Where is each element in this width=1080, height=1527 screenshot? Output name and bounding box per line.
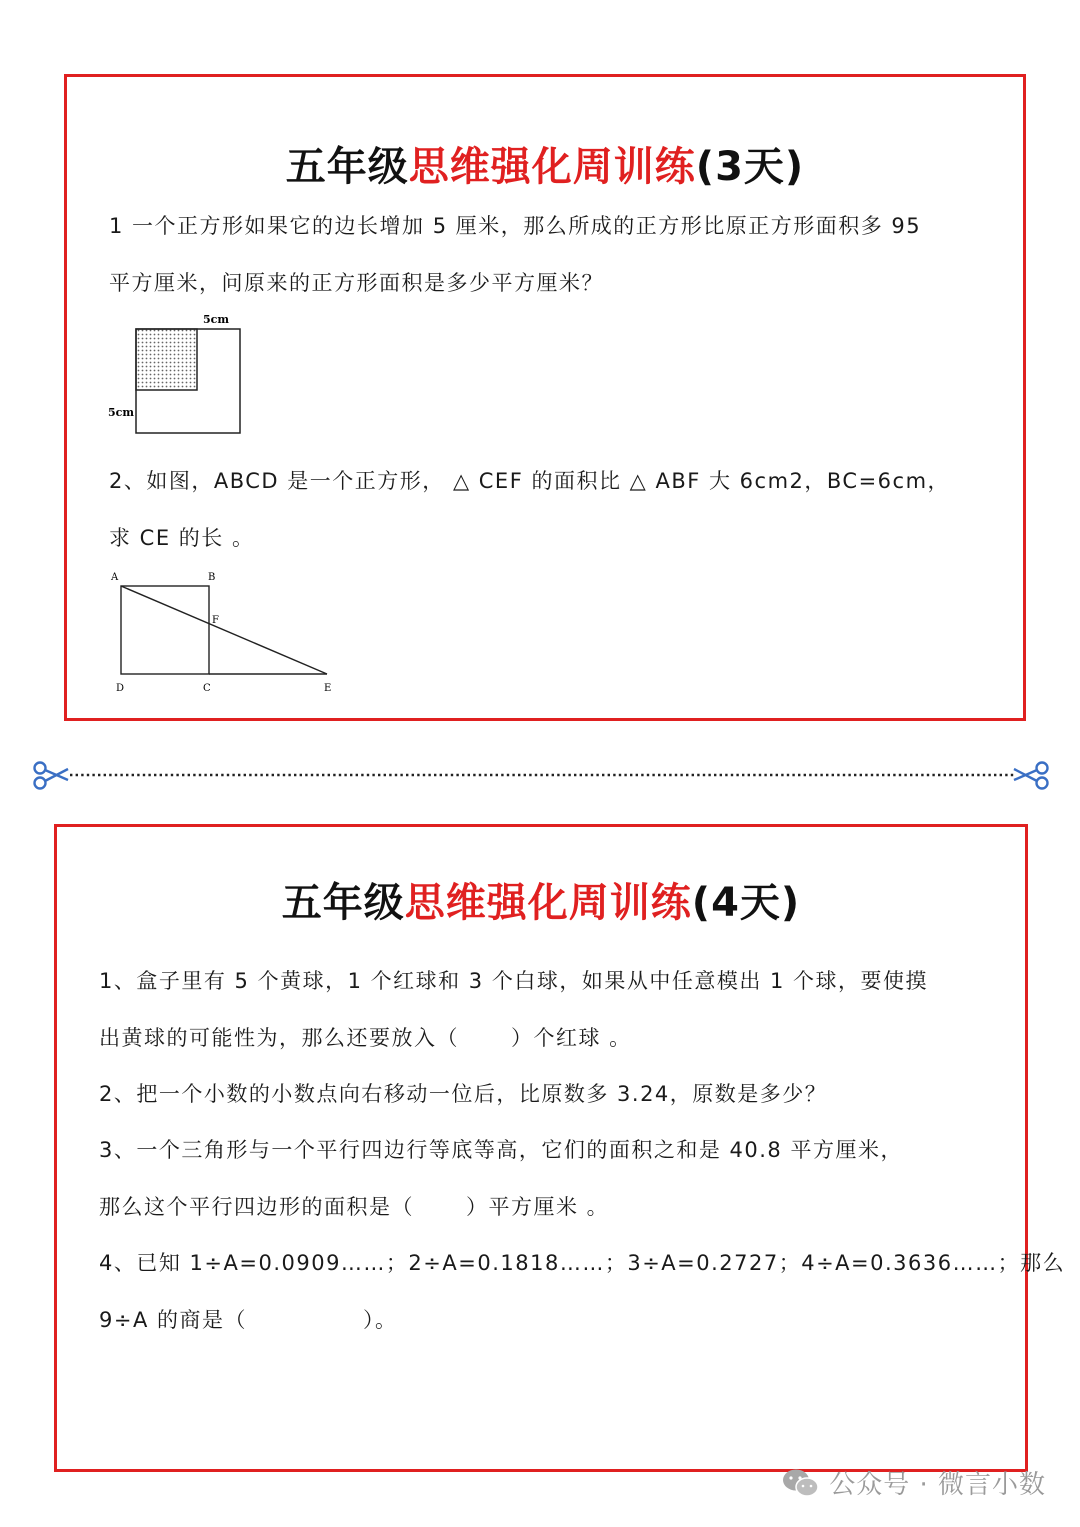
title-training: 思维强化周训练 (404, 880, 692, 926)
scissors-left-icon (35, 763, 69, 789)
question-3-text: 那么这个平行四边形的面积是（ (99, 1195, 414, 1219)
watermark (781, 1464, 1046, 1501)
question-4-line-1: 4、已知 1÷A=0.0909……；2÷A=0.1818……；3÷A=0.2727；4÷A=0.3636……；那么 (99, 1251, 1066, 1275)
scissors-right-icon (1014, 763, 1048, 789)
label-e: E (324, 683, 332, 694)
title-grade: 五年级 (281, 880, 405, 926)
square-abcd (121, 586, 209, 674)
label-d: D (116, 683, 125, 694)
question-4-line-2 (99, 1304, 398, 1334)
worksheet-card-day3 (64, 74, 1026, 721)
title-training: 思维强化周训练 (408, 144, 696, 190)
question-1-line-1: 1 一个正方形如果它的边长增加 5 厘米，那么所成的正方形比原正方形面积多 95 (109, 214, 922, 238)
small-square (136, 329, 197, 390)
square-figure (105, 309, 255, 439)
question-2-line-1: 2、把一个小数的小数点向右移动一位后，比原数多 3.24，原数是多少？ (99, 1082, 828, 1106)
question-3-line-1: 3、一个三角形与一个平行四边行等底等高，它们的面积之和是 40.8 平方厘米， (99, 1138, 903, 1162)
question-3-line-2 (99, 1191, 609, 1221)
title-grade: 五年级 (285, 144, 409, 190)
line-ae (121, 586, 327, 674)
title-day: (3天) (695, 144, 805, 190)
question-1-line-2 (99, 1022, 632, 1052)
cut-line (0, 755, 1080, 795)
top-dimension-label: 5cm (203, 313, 229, 326)
label-a: A (111, 572, 119, 583)
question-3-text-end: ）平方厘米 。 (466, 1195, 610, 1219)
question-2-line-1: 2、如图，ABCD 是一个正方形， △ CEF 的面积比 △ ABF 大 6cm2，BC=6cm， (109, 469, 951, 493)
question-4-text: 9÷A 的商是（ (99, 1308, 247, 1332)
card-title (67, 135, 1023, 192)
label-b: B (208, 572, 216, 583)
label-c: C (203, 683, 211, 694)
card-title (57, 871, 1025, 928)
question-1-line-1: 1、盒子里有 5 个黄球，1 个红球和 3 个白球，如果从中任意模出 1 个球，要使摸 (99, 969, 929, 993)
question-2-line-2: 求 CE 的长 。 (109, 526, 255, 550)
watermark-text: 公众号 · 微言小数 (829, 1470, 1046, 1500)
triangle-square-figure (105, 567, 345, 695)
question-1-text-end: ）个红球 。 (511, 1026, 632, 1050)
title-day: (4天) (691, 880, 801, 926)
question-4-text-end: ）。 (363, 1308, 398, 1332)
worksheet-card-day4 (54, 824, 1066, 1472)
question-1-text: 出黄球的可能性为，那么还要放入（ (99, 1026, 459, 1050)
wechat-icon (781, 1467, 821, 1499)
left-dimension-label: 5cm (108, 406, 134, 419)
label-f: F (212, 615, 219, 626)
question-1-line-2: 平方厘米，问原来的正方形面积是多少平方厘米？ (109, 271, 604, 295)
